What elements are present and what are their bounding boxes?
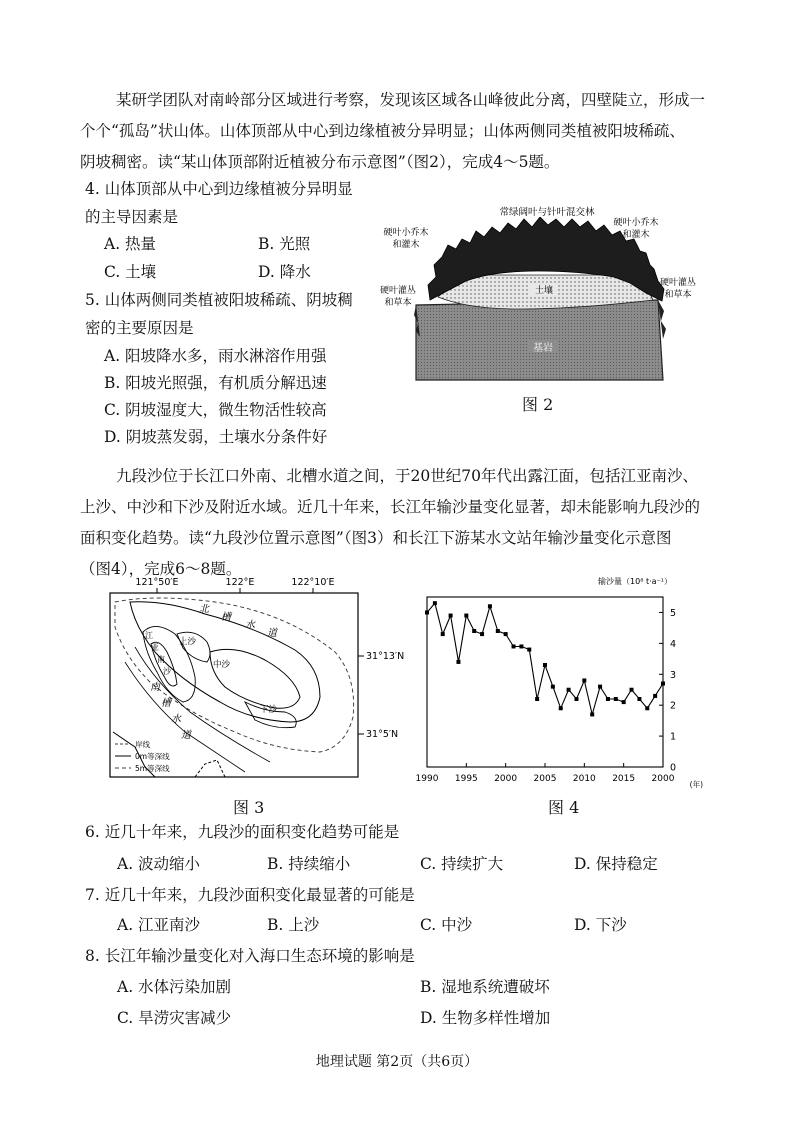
question-5-option-a[interactable]: A. 阳坡降水多，雨水淋溶作用强 (104, 347, 327, 365)
question-7-option-d[interactable]: D. 下沙 (574, 916, 627, 934)
passage-1-line-3: 阴坡稠密。读“某山体顶部附近植被分布示意图”（图2），完成4～5题。 (80, 153, 560, 171)
lon-label-3: 122°10′E (291, 577, 335, 588)
data-point (472, 629, 476, 633)
x-tick-label: 2005 (533, 774, 557, 784)
passage-2-line-1: 九段沙位于长江口外南、北槽水道之间，于20世纪70年代出露江面，包括江亚南沙、 (116, 467, 698, 485)
label-left-shrubland: 硬叶灌丛 (379, 286, 417, 296)
label-mixed-forest: 常绿阔叶与针叶混交林 (499, 207, 595, 218)
question-6-option-a[interactable]: A. 波动缩小 (117, 855, 201, 873)
x-tick-label: 2000 (651, 774, 675, 784)
south-channel-char-4: 道 (181, 730, 191, 741)
y-tick-label: 0 (669, 762, 677, 774)
question-4-option-b[interactable]: B. 光照 (258, 235, 311, 253)
vegetation-diagram (378, 205, 703, 385)
data-point (512, 644, 516, 648)
data-point (559, 706, 563, 710)
data-point (504, 632, 508, 636)
series-line (427, 603, 663, 714)
label-zhongsha: 中沙 (213, 660, 231, 670)
south-channel-char-2: 槽 (161, 698, 171, 709)
data-point (637, 697, 641, 701)
data-point (622, 700, 626, 704)
figure-2 (378, 205, 703, 385)
question-5-option-b[interactable]: B. 阳坡光照强，有机质分解迅速 (104, 374, 327, 392)
passage-1-line-2: 个个“孤岛”状山体。山体顶部从中心到边缘植被分异明显；山体两侧同类植被阳坡稀疏、 (80, 122, 685, 140)
passage-1-line-1: 某研学团队对南岭部分区域进行考察，发现该区域各山峰彼此分离，四壁陡立，形成一 (116, 91, 706, 109)
legend-shoreline: 岸线 (135, 740, 150, 749)
data-point (433, 601, 437, 605)
question-6-option-c[interactable]: C. 持续扩大 (420, 855, 504, 873)
question-4-option-a[interactable]: A. 热量 (104, 235, 157, 253)
figure-4-caption: 图 4 (548, 798, 580, 817)
data-point (449, 614, 453, 618)
question-4-option-c[interactable]: C. 土壤 (104, 263, 157, 281)
passage-2-line-4: （图4），完成6～8题。 (80, 560, 242, 578)
data-point (535, 697, 539, 701)
question-7-option-a[interactable]: A. 江亚南沙 (117, 916, 201, 934)
sediment-line-chart (415, 572, 715, 790)
x-tick-label: 2000 (494, 774, 518, 784)
data-point (456, 660, 460, 664)
y-tick-label: 2 (669, 700, 677, 712)
chart-x-unit: (年) (689, 780, 703, 789)
south-channel-char-3: 水 (171, 714, 181, 725)
question-8-option-d[interactable]: D. 生物多样性增加 (420, 1009, 551, 1027)
data-point (496, 629, 500, 633)
passage-2 (80, 461, 720, 585)
label-right-shrubland: 硬叶灌丛 (659, 278, 697, 288)
question-5-option-d[interactable]: D. 阴坡蒸发弱，土壤水分条件好 (104, 428, 328, 446)
lon-label-2: 122°E (225, 577, 255, 588)
question-8-option-c[interactable]: C. 旱涝灾害减少 (117, 1009, 232, 1027)
question-6-option-d[interactable]: D. 保持稳定 (574, 855, 658, 873)
data-point (480, 632, 484, 636)
label-right-shrubs: 和灌木 (622, 230, 650, 240)
data-point (653, 694, 657, 698)
question-8-option-a[interactable]: A. 水体污染加剧 (117, 978, 232, 996)
data-point (614, 697, 618, 701)
question-4-stem-line-2: 的主导因素是 (85, 208, 179, 226)
label-shangsha: 上沙 (179, 637, 197, 647)
y-tick-label: 1 (669, 731, 677, 743)
data-point (567, 688, 571, 692)
page-footer: 地理试题 第2页（共6页） (315, 1054, 479, 1070)
question-8-stem: 8. 长江年输沙量变化对入海口生态环境的影响是 (85, 947, 415, 965)
data-point (519, 644, 523, 648)
x-tick-label: 1990 (415, 774, 439, 784)
data-point (661, 682, 665, 686)
question-7-option-b[interactable]: B. 上沙 (267, 916, 320, 934)
data-point (606, 697, 610, 701)
x-tick-label: 2010 (572, 774, 596, 784)
data-point (582, 678, 586, 682)
legend-0m-isobath: 0m等深线 (135, 752, 170, 761)
chart-frame (427, 597, 663, 767)
figure-3-caption: 图 3 (233, 798, 265, 817)
data-point (527, 648, 531, 652)
label-left-herbs: 和草本 (384, 298, 412, 308)
jiangya-char-4: 沙 (163, 667, 171, 676)
y-tick-label: 5 (669, 607, 677, 619)
question-7-option-c[interactable]: C. 中沙 (420, 916, 473, 934)
label-soil: 土壤 (534, 286, 554, 296)
jiangya-char-2: 亚 (151, 643, 159, 652)
jiangya-char-1: 江 (145, 631, 153, 640)
data-point (425, 610, 429, 614)
question-4-option-d[interactable]: D. 降水 (258, 263, 311, 281)
south-channel-char-1: 南 (150, 682, 160, 693)
north-channel-char-1: 北 (199, 604, 209, 615)
data-point (598, 685, 602, 689)
lat-label-2: 31°5′N (366, 729, 399, 740)
chart-y-label: 输沙量（10⁸ t·a⁻¹） (598, 577, 672, 586)
data-point (630, 688, 634, 692)
y-tick-label: 3 (669, 669, 677, 681)
question-5-stem-line-2: 密的主要原因是 (85, 319, 194, 337)
label-xiasha: 下沙 (260, 705, 278, 715)
north-channel-char-4: 道 (267, 628, 277, 639)
question-8-option-b[interactable]: B. 湿地系统遭破坏 (420, 978, 550, 996)
data-point (645, 706, 649, 710)
x-tick-label: 2015 (612, 774, 636, 784)
x-tick-label: 1995 (454, 774, 478, 784)
passage-2-line-3: 面积变化趋势。读“九段沙位置示意图”（图3）和长江下游某水文站年输沙量变化示意图 (80, 529, 672, 547)
lat-label-1: 31°13′N (366, 651, 405, 662)
question-5-stem-line-1: 5. 山体两侧同类植被阳坡稀疏、阴坡稠 (85, 291, 353, 309)
data-point (574, 697, 578, 701)
data-point (590, 712, 594, 716)
figure-2-caption: 图 2 (522, 395, 554, 414)
passage-1 (80, 85, 720, 178)
question-6-stem: 6. 近几十年来，九段沙的面积变化趋势可能是 (85, 823, 400, 841)
question-6-option-b[interactable]: B. 持续缩小 (267, 855, 351, 873)
label-right-small-trees: 硬叶小乔木 (613, 218, 659, 228)
lon-label-1: 121°50′E (135, 577, 179, 588)
label-left-shrubs: 和灌木 (392, 240, 420, 250)
data-point (464, 614, 468, 618)
data-point (441, 632, 445, 636)
jiuduansha-map (95, 572, 415, 787)
data-point (543, 663, 547, 667)
question-5-option-c[interactable]: C. 阴坡湿度大，微生物活性较高 (104, 401, 327, 419)
figure-3 (95, 572, 415, 787)
label-left-small-trees: 硬叶小乔木 (383, 228, 429, 238)
data-point (551, 685, 555, 689)
passage-2-line-2: 上沙、中沙和下沙及附近水域。近几十年来，长江年输沙量变化显著，却未能影响九段沙的 (80, 498, 701, 516)
label-bedrock: 基岩 (533, 343, 553, 354)
jiangya-char-3: 南 (157, 655, 165, 664)
label-right-herbs: 和草本 (664, 290, 692, 300)
legend-5m-isobath: 5m等深线 (135, 764, 170, 773)
north-channel-char-2: 槽 (221, 612, 231, 623)
question-4-stem-line-1: 4. 山体顶部从中心到边缘植被分异明显 (85, 180, 353, 198)
north-channel-char-3: 水 (245, 620, 255, 631)
data-point (488, 604, 492, 608)
figure-4 (415, 572, 715, 790)
question-7-stem: 7. 近几十年来，九段沙面积变化最显著的可能是 (85, 886, 415, 904)
y-tick-label: 4 (669, 638, 677, 650)
